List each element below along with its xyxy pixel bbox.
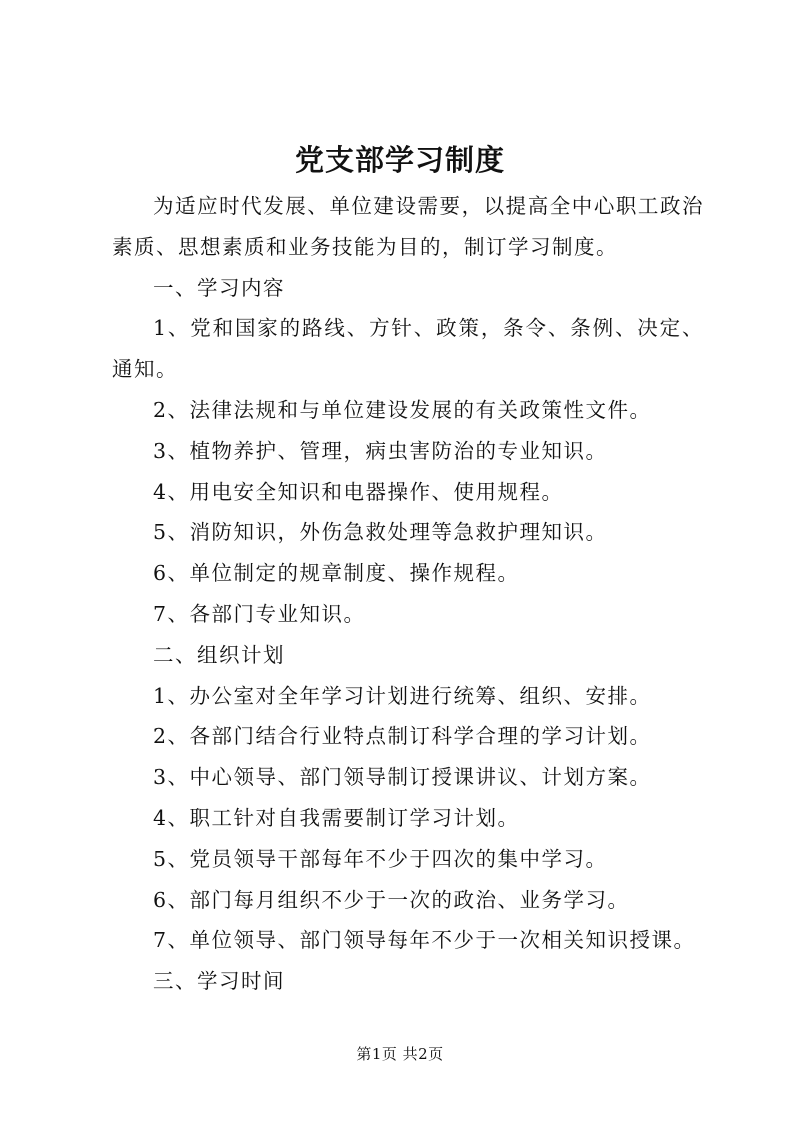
list-item: 4、职工针对自我需要制订学习计划。: [153, 805, 520, 830]
list-item: 1、办公室对全年学习计划进行统筹、组织、安排。: [153, 683, 652, 708]
document-title: 党支部学习制度: [294, 143, 505, 177]
page-footer: 第1页 共2页: [356, 1045, 444, 1063]
list-item: 3、植物养护、管理，病虫害防治的专业知识。: [153, 438, 608, 463]
intro-paragraph: 为适应时代发展、单位建设需要，以提高全中心职工政治素质、思想素质和业务技能为目的，制订学习制度。: [112, 194, 704, 259]
list-item: 1、党和国家的路线、方针、政策，条令、条例、决定、通知。: [112, 316, 704, 382]
list-item: 7、单位领导、部门领导每年不少于一次相关知识授课。: [153, 928, 696, 953]
section-heading-study-time: 三、学习时间: [153, 969, 285, 994]
section-heading-study-content: 一、学习内容: [153, 275, 285, 300]
list-item: 6、部门每月组织不少于一次的政治、业务学习。: [153, 887, 630, 912]
list-item: 6、单位制定的规章制度、操作规程。: [153, 561, 520, 586]
list-item: 7、各部门专业知识。: [153, 601, 366, 626]
list-item: 5、党员领导干部每年不少于四次的集中学习。: [153, 846, 608, 871]
section-heading-organization-plan: 二、组织计划: [153, 642, 285, 667]
list-item: 5、消防知识，外伤急救处理等急救护理知识。: [153, 520, 608, 545]
document-body: [112, 186, 704, 1002]
list-item: 2、各部门结合行业特点制订科学合理的学习计划。: [153, 724, 652, 749]
list-item: 2、法律法规和与单位建设发展的有关政策性文件。: [153, 397, 652, 422]
list-item: 3、中心领导、部门领导制订授课讲议、计划方案。: [153, 765, 652, 790]
list-item: 4、用电安全知识和电器操作、使用规程。: [153, 479, 564, 504]
